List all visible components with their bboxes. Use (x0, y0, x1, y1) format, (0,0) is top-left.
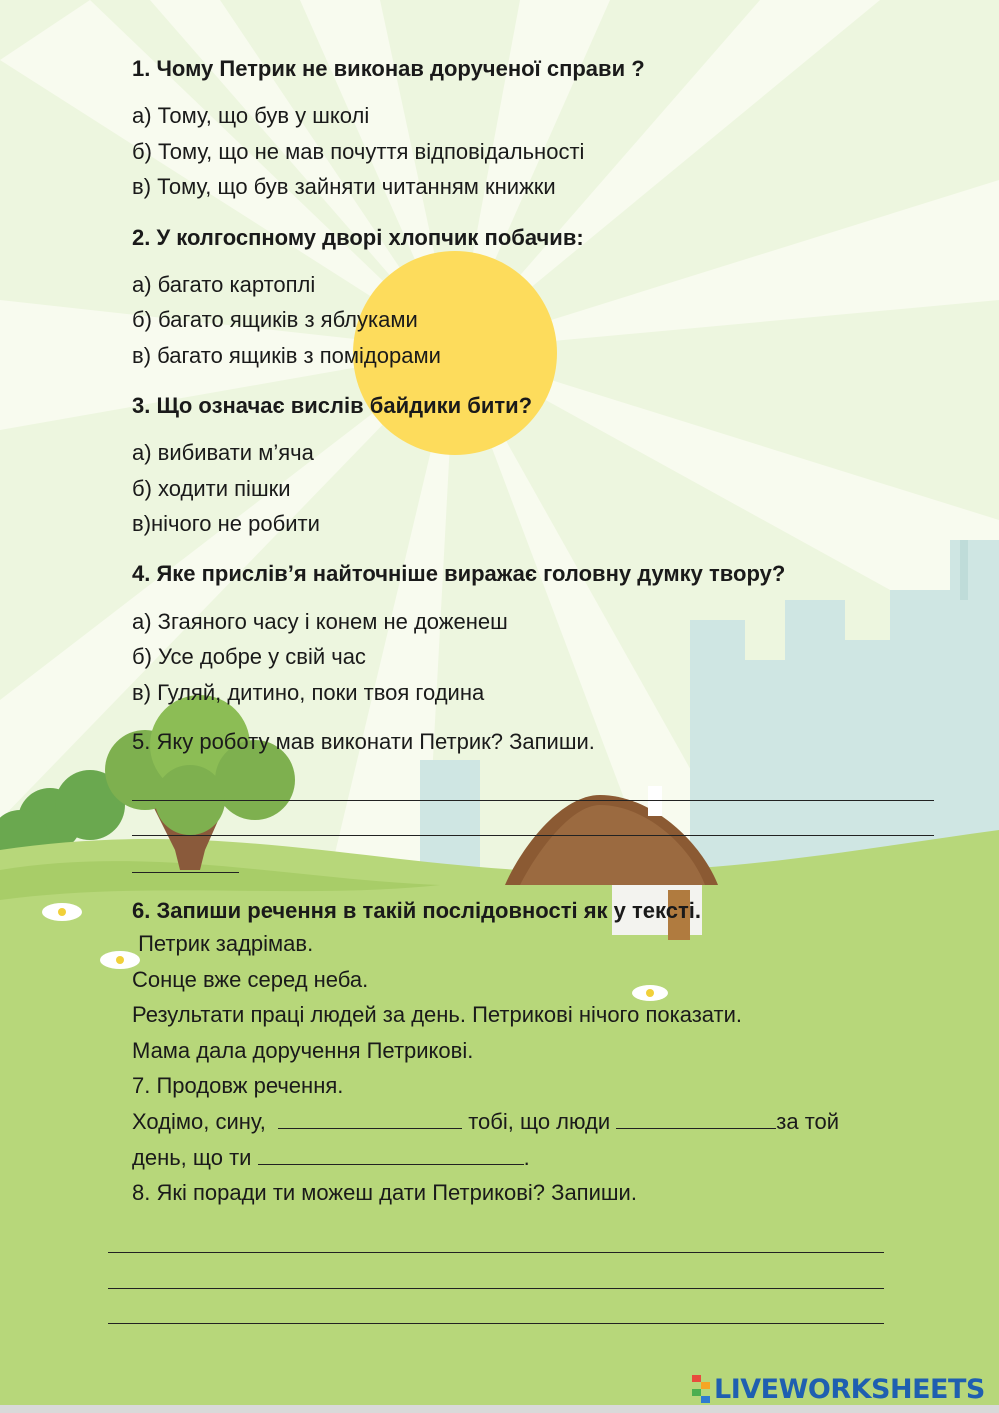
liveworksheets-logo (692, 1374, 985, 1404)
question-4-title: 4. Яке прислів’я найточніше виражає головну думку твору? (132, 561, 786, 586)
question-7-text-part-5: . (523, 1145, 530, 1170)
question-5-title: 5. Яку роботу мав виконати Петрик? Запиши. (132, 729, 595, 754)
question-7-blank-2[interactable] (616, 1110, 776, 1129)
bottom-bar (0, 1405, 999, 1413)
question-4-option-b[interactable]: б) Усе добре у свій час (132, 644, 366, 669)
question-2-option-b[interactable]: б) багато ящиків з яблуками (132, 307, 418, 332)
question-3-option-a[interactable]: а) вибивати м’яча (132, 440, 314, 465)
question-7-text-part-3: за той (776, 1109, 840, 1134)
question-6-title: 6. Запиши речення в такій послідовності як у тексті. (132, 898, 701, 923)
question-6-sentence-4[interactable]: Мама дала доручення Петрикові. (132, 1038, 474, 1063)
question-8-title: 8. Які поради ти можеш дати Петрикові? Запиши. (132, 1180, 637, 1205)
question-5-answer-line-1[interactable] (132, 800, 934, 801)
question-7-text-part-1: Ходімо, сину, (132, 1109, 272, 1134)
question-1-option-b[interactable]: б) Тому, що не мав почуття відповідальності (132, 139, 585, 164)
question-5-answer-line-3[interactable] (132, 872, 239, 873)
question-7-sentence-line-1 (132, 1109, 839, 1135)
question-3-title: 3. Що означає вислів байдики бити? (132, 393, 533, 418)
question-7-title: 7. Продовж речення. (132, 1073, 344, 1098)
question-6-sentence-2[interactable]: Сонце вже серед неба. (132, 967, 369, 992)
question-3-option-c[interactable]: в)нічого не робити (132, 511, 320, 536)
liveworksheets-logo-text: LIVEWORKSHEETS (714, 1373, 985, 1405)
question-1-title: 1. Чому Петрик не виконав дорученої справи ? (132, 56, 645, 81)
question-8-answer-line-1[interactable] (108, 1252, 884, 1253)
question-2-title: 2. У колгоспному дворі хлопчик побачив: (132, 225, 584, 250)
question-4-option-a[interactable]: а) Згаяного часу і конем не доженеш (132, 609, 508, 634)
question-8-answer-line-3[interactable] (108, 1323, 884, 1324)
question-1-option-c[interactable]: в) Тому, що був зайняти читанням книжки (132, 174, 556, 199)
question-5-answer-line-2[interactable] (132, 835, 934, 836)
question-1-option-a[interactable]: а) Тому, що був у школі (132, 103, 370, 128)
question-8-answer-line-2[interactable] (108, 1288, 884, 1289)
question-3-option-b[interactable]: б) ходити пішки (132, 476, 291, 501)
question-2-option-a[interactable]: а) багато картоплі (132, 272, 316, 297)
question-2-option-c[interactable]: в) багато ящиків з помідорами (132, 343, 441, 368)
question-7-blank-1[interactable] (278, 1110, 462, 1129)
question-4-option-c[interactable]: в) Гуляй, дитино, поки твоя година (132, 680, 485, 705)
question-7-sentence-line-2 (132, 1145, 530, 1171)
question-7-text-part-2: тобі, що люди (462, 1109, 617, 1134)
question-7-text-part-4: день, що ти (132, 1145, 258, 1170)
question-6-sentence-1[interactable]: Петрик задрімав. (132, 931, 314, 956)
question-7-blank-3[interactable] (258, 1146, 524, 1165)
question-6-sentence-3[interactable]: Результати праці людей за день. Петрикові нічого показати. (132, 1002, 743, 1027)
liveworksheets-logo-icon (692, 1375, 710, 1403)
